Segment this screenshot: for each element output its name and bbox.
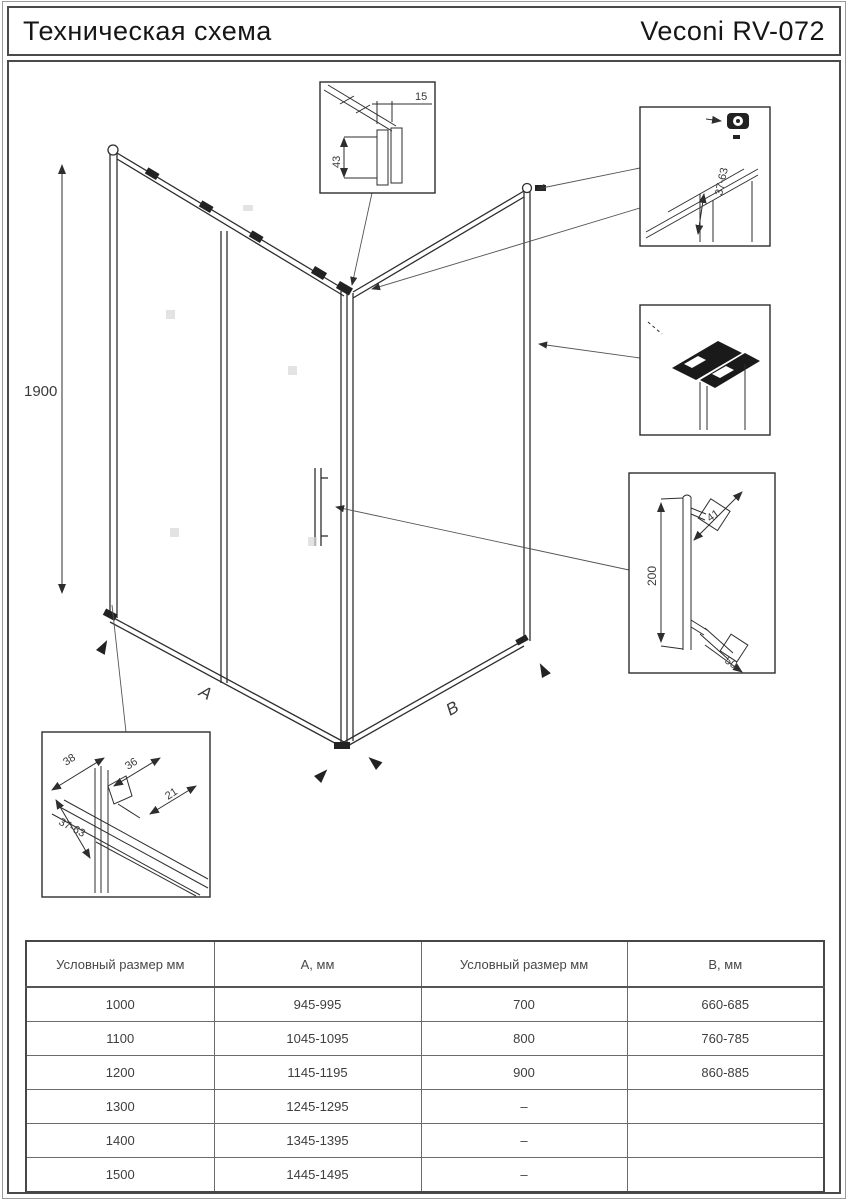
screw-cap-icon <box>706 113 749 139</box>
cell: – <box>421 1158 627 1193</box>
cell: 1200 <box>26 1056 214 1090</box>
detail-wall-profile <box>640 305 770 435</box>
cell: 760-785 <box>627 1022 824 1056</box>
door-handle <box>315 468 328 546</box>
dim-21: 21 <box>163 785 180 803</box>
side-panel-top-edge <box>353 191 524 298</box>
dim-43: 43 <box>331 155 343 168</box>
side-a-label: A <box>196 681 216 704</box>
table-header-row <box>26 941 824 987</box>
cell: 1445-1495 <box>214 1158 421 1193</box>
dim-36: 36 <box>123 755 140 773</box>
corner-post <box>336 281 353 743</box>
cell: 1400 <box>26 1124 214 1158</box>
col-header-a-mm: А, мм <box>214 941 421 987</box>
glass-smudges <box>166 205 317 546</box>
detail-top-profile <box>320 82 435 193</box>
table-row <box>26 1124 824 1158</box>
col-header-size-a: Условный размер мм <box>26 941 214 987</box>
top-rail <box>117 153 347 296</box>
dim-37-63-top: 37-63 <box>713 166 731 197</box>
side-b-label: B <box>442 697 462 720</box>
dim-41: 41 <box>704 507 722 525</box>
cell <box>627 1090 824 1124</box>
left-wall-profile <box>108 145 118 618</box>
product-model: Veconi RV-072 <box>640 15 825 46</box>
cell: 900 <box>421 1056 627 1090</box>
dim-38: 38 <box>61 751 78 769</box>
cell: – <box>421 1090 627 1124</box>
detail-top-wall-bracket <box>640 107 770 246</box>
door-edge-profile <box>221 231 227 683</box>
table-row <box>26 1022 824 1056</box>
table-row <box>26 1056 824 1090</box>
cell <box>627 1124 824 1158</box>
cell <box>627 1158 824 1193</box>
dim-37-63-bottom: 37-63 <box>56 816 88 840</box>
table-row <box>26 1158 824 1193</box>
table-row <box>26 1090 824 1124</box>
cell: 660-685 <box>627 987 824 1022</box>
right-wall-profile <box>523 184 547 642</box>
height-dimension-label: 1900 <box>24 383 58 400</box>
cell: 1145-1195 <box>214 1056 421 1090</box>
page-title: Техническая схема <box>23 15 272 46</box>
dim-200: 200 <box>645 565 659 586</box>
col-header-size-b: Условный размер мм <box>421 941 627 987</box>
cell: 700 <box>421 987 627 1022</box>
extent-arrows <box>96 638 551 783</box>
detail-bottom-corner <box>42 732 210 897</box>
cell: 800 <box>421 1022 627 1056</box>
table-row <box>26 987 824 1022</box>
dim-15: 15 <box>415 91 428 103</box>
col-header-b-mm: В, мм <box>627 941 824 987</box>
dim-50: 50 <box>722 654 740 672</box>
leader-lines <box>112 168 640 732</box>
cell: 1000 <box>26 987 214 1022</box>
cell: 945-995 <box>214 987 421 1022</box>
cell: 1345-1395 <box>214 1124 421 1158</box>
cell: 1300 <box>26 1090 214 1124</box>
cell: 1045-1095 <box>214 1022 421 1056</box>
cell: 1500 <box>26 1158 214 1193</box>
main-enclosure <box>103 145 546 749</box>
cell: – <box>421 1124 627 1158</box>
cell: 1100 <box>26 1022 214 1056</box>
cell: 1245-1295 <box>214 1090 421 1124</box>
height-dimension <box>24 165 62 593</box>
cell: 860-885 <box>627 1056 824 1090</box>
bottom-rail <box>103 609 529 749</box>
size-table <box>25 940 825 1193</box>
detail-handle <box>629 473 775 673</box>
